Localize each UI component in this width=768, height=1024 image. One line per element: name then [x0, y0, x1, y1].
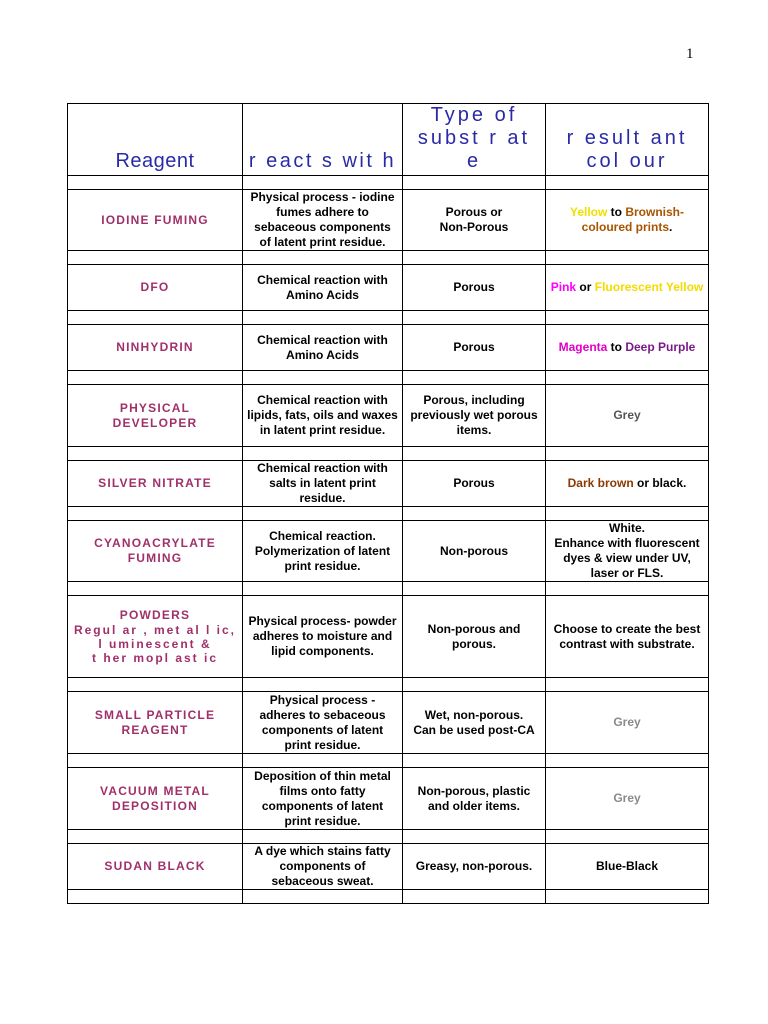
reacts-with-cell: A dye which stains fatty components of sebaceous sweat.: [243, 844, 403, 890]
spacer-row: [68, 176, 709, 190]
table-row: [68, 265, 709, 311]
spacer-cell: [68, 311, 243, 325]
header-reagent: Reagent: [68, 104, 243, 176]
spacer-cell: [243, 371, 403, 385]
spacer-cell: [403, 447, 546, 461]
spacer-cell: [546, 754, 709, 768]
table-row: [68, 844, 709, 890]
spacer-cell: [546, 830, 709, 844]
reacts-with-cell: Chemical reaction with salts in latent print residue.: [243, 461, 403, 507]
table-row: [68, 768, 709, 830]
spacer-cell: [403, 176, 546, 190]
reacts-with-cell: Deposition of thin metal films onto fatty components of latent print residue.: [243, 768, 403, 830]
resultant-colour-cell: [546, 521, 709, 582]
spacer-cell: [403, 507, 546, 521]
colour-text: .: [669, 220, 673, 234]
colour-text: Choose to create the best contrast with substrate.: [553, 621, 701, 651]
colour-text: Grey: [613, 791, 641, 805]
spacer-row: [68, 371, 709, 385]
spacer-cell: [243, 582, 403, 596]
spacer-cell: [546, 311, 709, 325]
header-colour: r esult ant col our: [546, 104, 709, 176]
reagent-name: NINHYDRIN: [116, 340, 194, 354]
spacer-cell: [403, 830, 546, 844]
spacer-cell: [243, 678, 403, 692]
reagent-name-cell: [68, 844, 243, 890]
table-row: [68, 596, 709, 678]
table-row: [68, 385, 709, 447]
page-number: 1: [686, 46, 694, 62]
substrate-cell: Non-porous and porous.: [403, 596, 546, 678]
substrate-cell: Porous: [403, 265, 546, 311]
reagent-name-cell: [68, 521, 243, 582]
reagent-name-cell: [68, 325, 243, 371]
resultant-colour-cell: [546, 768, 709, 830]
spacer-row: [68, 582, 709, 596]
resultant-colour-cell: [546, 385, 709, 447]
substrate-cell: Porous or Non-Porous: [403, 190, 546, 251]
colour-text: to: [607, 205, 626, 219]
spacer-row: [68, 447, 709, 461]
spacer-cell: [243, 311, 403, 325]
resultant-colour-cell: [546, 844, 709, 890]
spacer-cell: [243, 447, 403, 461]
colour-text: Blue-Black: [595, 859, 659, 873]
reagent-name: SMALL PARTICLE REAGENT: [94, 707, 216, 737]
colour-text: Deep Purple: [625, 340, 696, 354]
substrate-cell: Porous: [403, 325, 546, 371]
reagent-name-cell: [68, 692, 243, 754]
spacer-cell: [403, 371, 546, 385]
spacer-cell: [403, 754, 546, 768]
spacer-cell: [68, 371, 243, 385]
colour-text: or black.: [633, 476, 687, 490]
spacer-row: [68, 311, 709, 325]
spacer-cell: [68, 830, 243, 844]
reacts-with-cell: Physical process - adheres to sebaceous components of latent print residue.: [243, 692, 403, 754]
spacer-cell: [68, 447, 243, 461]
reacts-with-cell: Chemical reaction. Polymerization of latent print residue.: [243, 521, 403, 582]
spacer-cell: [243, 251, 403, 265]
spacer-cell: [68, 754, 243, 768]
spacer-cell: [68, 678, 243, 692]
resultant-colour-cell: [546, 461, 709, 507]
resultant-colour-cell: [546, 596, 709, 678]
reagent-name: IODINE FUMING: [101, 212, 209, 227]
resultant-colour-cell: [546, 190, 709, 251]
spacer-cell: [403, 582, 546, 596]
spacer-cell: [68, 176, 243, 190]
colour-text: Grey: [613, 408, 641, 422]
reagent-name: SUDAN BLACK: [104, 859, 206, 873]
spacer-cell: [243, 176, 403, 190]
spacer-cell: [68, 507, 243, 521]
colour-text: Magenta: [558, 340, 608, 354]
reagent-name: PHYSICAL DEVELOPER: [112, 400, 198, 430]
spacer-row: [68, 507, 709, 521]
spacer-row: [68, 830, 709, 844]
substrate-cell: Non-porous, plastic and older items.: [403, 768, 546, 830]
table-row: [68, 190, 709, 251]
header-substrate: Type of subst r at e: [403, 104, 546, 176]
spacer-cell: [68, 890, 243, 904]
spacer-row: [68, 678, 709, 692]
spacer-cell: [546, 447, 709, 461]
table-row: [68, 692, 709, 754]
table-header-row: [68, 104, 709, 176]
reagent-name-cell: [68, 596, 243, 678]
spacer-cell: [546, 890, 709, 904]
reacts-with-cell: Chemical reaction with lipids, fats, oils and waxes in latent print residue.: [243, 385, 403, 447]
reagent-name-cell: [68, 190, 243, 251]
substrate-cell: Greasy, non-porous.: [403, 844, 546, 890]
resultant-colour-cell: [546, 325, 709, 371]
colour-text: Fluorescent Yellow: [594, 280, 704, 294]
substrate-cell: Porous: [403, 461, 546, 507]
reacts-with-cell: Chemical reaction with Amino Acids: [243, 265, 403, 311]
colour-text: Yellow: [569, 205, 608, 219]
spacer-cell: [403, 251, 546, 265]
spacer-cell: [546, 371, 709, 385]
spacer-cell: [546, 582, 709, 596]
spacer-cell: [546, 251, 709, 265]
spacer-cell: [243, 830, 403, 844]
substrate-cell: Porous, including previously wet porous items.: [403, 385, 546, 447]
reagent-name: SILVER NITRATE: [98, 476, 212, 490]
spacer-cell: [403, 311, 546, 325]
colour-text: to: [607, 340, 626, 354]
substrate-cell: Wet, non-porous. Can be used post-CA: [403, 692, 546, 754]
colour-text: Dark brown: [567, 476, 634, 490]
spacer-cell: [68, 582, 243, 596]
reagent-name: CYANOACRYLATE FUMING: [94, 536, 216, 565]
spacer-cell: [243, 507, 403, 521]
spacer-cell: [403, 890, 546, 904]
table-row: [68, 521, 709, 582]
spacer-cell: [403, 678, 546, 692]
spacer-row: [68, 890, 709, 904]
resultant-colour-cell: [546, 692, 709, 754]
reagent-name-cell: [68, 768, 243, 830]
reacts-with-cell: Physical process - iodine fumes adhere to sebaceous components of latent print residue.: [243, 190, 403, 251]
reagent-subtitle: Regul ar , met al l ic, l uminescent & t her mopl ast ic: [73, 623, 237, 665]
reagent-name: POWDERS: [119, 608, 191, 622]
header-reacts-with: r eact s wit h: [243, 104, 403, 176]
reagent-name: VACUUM METAL DEPOSITION: [100, 783, 210, 813]
reacts-with-cell: Chemical reaction with Amino Acids: [243, 325, 403, 371]
reagent-name-cell: [68, 385, 243, 447]
spacer-row: [68, 754, 709, 768]
colour-text: Grey: [613, 715, 641, 729]
reagent-name-cell: [68, 265, 243, 311]
spacer-cell: [546, 678, 709, 692]
colour-text: Pink: [550, 280, 577, 294]
reagent-name-cell: [68, 461, 243, 507]
spacer-cell: [243, 890, 403, 904]
substrate-cell: Non-porous: [403, 521, 546, 582]
spacer-cell: [68, 251, 243, 265]
reagent-name: DFO: [140, 280, 170, 294]
colour-text: Brownish-coloured prints: [581, 205, 685, 234]
spacer-cell: [243, 754, 403, 768]
table-row: [68, 461, 709, 507]
reacts-with-cell: Physical process- powder adheres to moisture and lipid components.: [243, 596, 403, 678]
reagent-table: [67, 103, 709, 904]
table-row: [68, 325, 709, 371]
spacer-cell: [546, 176, 709, 190]
resultant-colour-cell: [546, 265, 709, 311]
spacer-cell: [546, 507, 709, 521]
spacer-row: [68, 251, 709, 265]
colour-text: or: [576, 280, 595, 294]
colour-text: White. Enhance with fluorescent dyes & view under UV, laser or FLS.: [554, 521, 700, 580]
